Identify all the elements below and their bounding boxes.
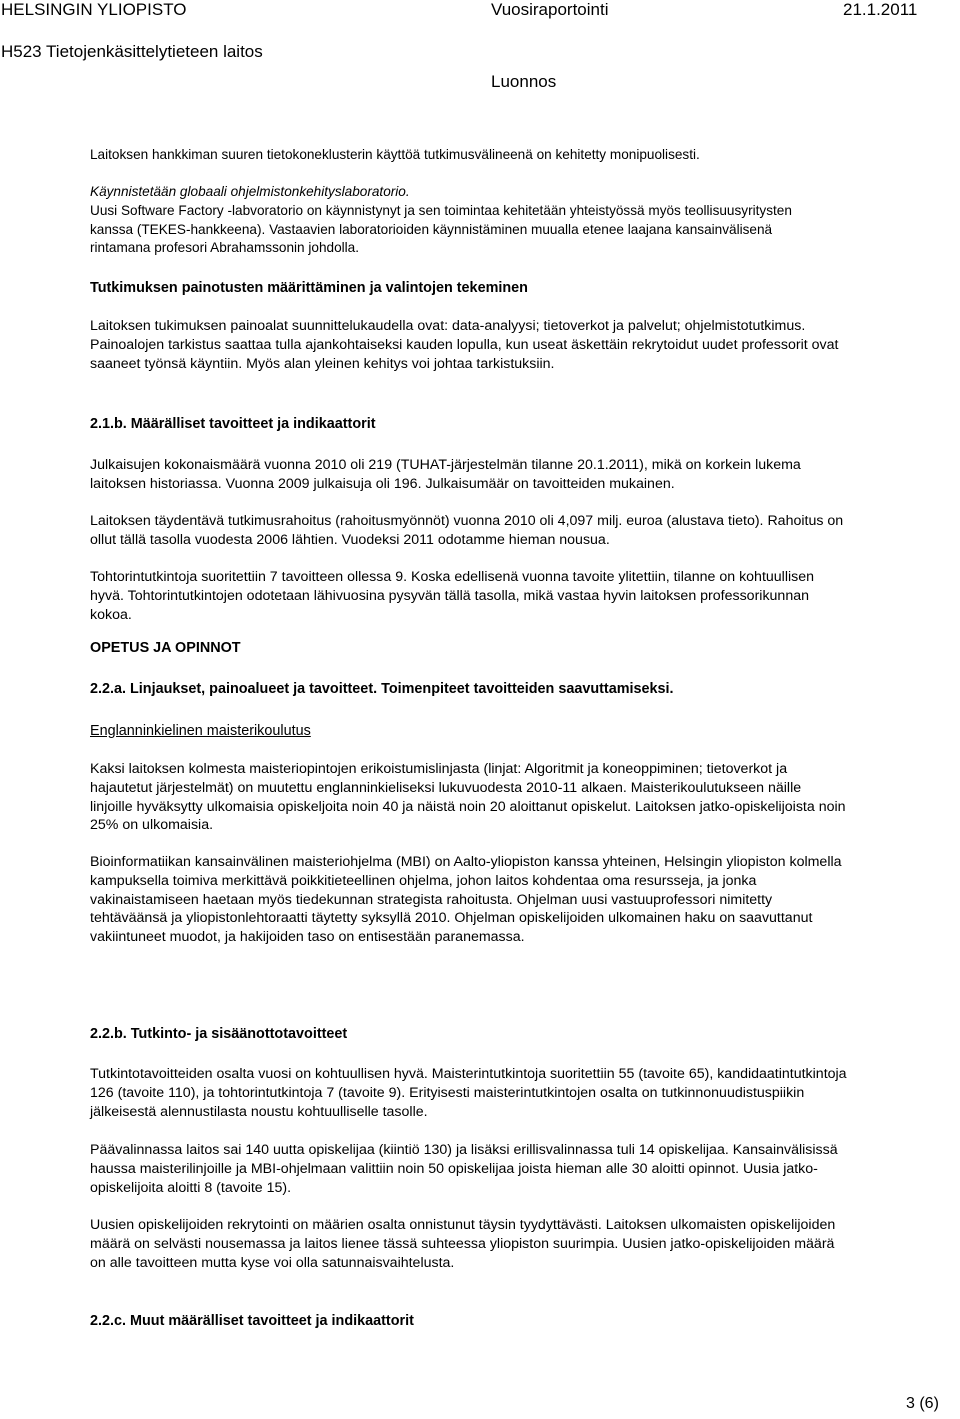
section-22a-heading: 2.2.a. Linjaukset, painoalueet ja tavoitteet. Toimenpiteet tavoitteiden saavuttamiseksi.	[90, 681, 674, 697]
research-paragraph: Laitoksen tukimuksen painoalat suunnittelukaudella ovat: data-analyysi; tietoverkot ja palvelut; ohjelmistotutkimus. Painoalojen tarkistus saattaa tulla ajankohtaiseksi kauden lopulla, kun useat äskettäin rekrytoidut uudet professorit ovat saaneet työnsä käyntiin. Myös alan yleinen kehitys voi johtaa tarkistuksiin.	[90, 318, 839, 372]
section-22b-heading: 2.2.b. Tutkinto- ja sisäänottotavoitteet	[90, 1026, 348, 1042]
admissions-paragraph: Päävalinnassa laitos sai 140 uutta opiskelijaa (kiintiö 130) ja lisäksi erillisvalinnassa tuli 14 opiskelijaa. Kansainvälisissä haussa maisterilinjoille ja MBI-ohjelmaan valittiin noin 50 opiskelijaa joista hieman alle 30 aloitti opinnot. Uusia jatko- opiskelijoita aloitti 8 (tavoite 15).	[90, 1142, 838, 1196]
header-date: 21.1.2011	[843, 0, 918, 19]
english-masters-paragraph: Kaksi laitoksen kolmesta maisteriopintojen erikoistumislinjasta (linjat: Algoritmit ja koneoppiminen; tietoverkot ja hajautetut järjestelmät) on muutettu englanninkieliseksi lukuvuodesta 2010-11 alkaen. Maisterikoulutukseen näille linjoille hyväksytty ulkomaisia opiskeljoita noin 40 ja näistä noin 20 aloittanut opiskelut. Laitoksen jatko-opiskelijoista noin 25% on ulkomaisia.	[90, 761, 846, 834]
lab-title: Käynnistetään globaali ohjelmistonkehityslaboratorio.	[90, 184, 410, 199]
english-masters-heading: Englanninkielinen maisterikoulutus	[90, 723, 311, 739]
funding-paragraph: Laitoksen täydentävä tutkimusrahoitus (rahoitusmyönnöt) vuonna 2010 oli 4,097 milj. euroa (alustava tieto). Rahoitus on ollut tällä tasolla vuodesta 2006 lähtien. Vuodeksi 2011 odotamme hieman nousua.	[90, 513, 844, 548]
cluster-paragraph: Laitoksen hankkiman suuren tietokoneklusterin käyttöä tutkimusvälineenä on kehitetty monipuolisesti.	[90, 147, 700, 162]
doctorates-paragraph: Tohtorintutkintoja suoritettiin 7 tavoitteen ollessa 9. Koska edellisenä vuonna tavoite ylitettiin, tilanne on kohtuullisen hyvä. Tohtorintutkintojen odotetaan lähivuosina pysyvän tällä tasolla, mikä vastaa hyvin laitoksen professorikunnan kokoa.	[90, 569, 815, 623]
header-department: H523 Tietojenkäsittelytieteen laitos	[1, 42, 263, 61]
software-lab-paragraph: Käynnistetään globaali ohjelmistonkehityslaboratorio. Uusi Software Factory -labvoratorio on käynnistynyt ja sen toimintaa kehitetään yhteistyössä myös teollisuusyritysten kanssa (TEKES-hankkeena). Vastaavien laboratorioiden käynnistäminen muualla etenee laajana kansainvälisenä rintamana profesori Abrahamssonin johdolla.	[90, 183, 956, 258]
research-heading: Tutkimuksen painotusten määrittäminen ja valintojen tekeminen	[90, 280, 528, 296]
section-21b-heading: 2.1.b. Määrälliset tavoitteet ja indikaattorit	[90, 416, 376, 432]
header-status: Luonnos	[491, 72, 557, 91]
publications-paragraph: Julkaisujen kokonaismäärä vuonna 2010 oli 219 (TUHAT-järjestelmän tilanne 20.1.2011), mikä on korkein lukema laitoksen historiassa. Vuonna 2009 julkaisuja oli 196. Julkaisumäär on tavoitteiden mukainen.	[90, 457, 801, 492]
degree-goals-paragraph: Tutkintotavoitteiden osalta vuosi on kohtuullisen hyvä. Maisterintutkintoja suoritettiin 55 (tavoite 65), kandidaatintutkintoja 126 (tavoite 110), ja tohtorintutkintoja 7 (tavoite 9). Erityisesti maisterintutkintojen osalta on tutkinnonuudistuspiikin jälkeisestä alennustilasta noustu kohtuulliselle tasolle.	[90, 1066, 847, 1120]
recruitment-paragraph: Uusien opiskelijoiden rekrytointi on määrien osalta onnistunut täysin tyydyttävästi. Laitoksen ulkomaisten opiskelijoiden määrä on selvästi nousemassa ja laitos lienee tässä suhteessa yliopiston suurimpia. Uusien jatko-opiskelijoiden määrä on alle tavoitteen mutta kyse voi olla satunnaisvaihtelusta.	[90, 1217, 836, 1271]
page-number: 3 (6)	[906, 1395, 939, 1412]
header-university: HELSINGIN YLIOPISTO	[1, 0, 187, 19]
section-22c-heading: 2.2.c. Muut määrälliset tavoitteet ja indikaattorit	[90, 1313, 414, 1329]
header-report-type: Vuosiraportointi	[491, 0, 609, 19]
teaching-heading: OPETUS JA OPINNOT	[90, 640, 241, 656]
bioinformatics-paragraph: Bioinformatiikan kansainvälinen maisteriohjelma (MBI) on Aalto-yliopiston kanssa yhteinen, Helsingin yliopiston kolmella kampuksella toimiva merkittävä poikkitieteellinen ohjelma, johon laitos kohdentaa oma resursseja, ja jonka vakinaistamiseen haetaan myös tiedekunnan strategista rahoitusta. Ohjelman uusi vastuuprofessori nimitetty tehtäväänsä ja yliopistonlehtoraatti täytetty syksyllä 2010. Ohjelman opiskelijoiden ulkomainen haku on saavuttanut vakiintuneet muodot, ja hakijoiden taso on entisestään paranemassa.	[90, 854, 842, 946]
